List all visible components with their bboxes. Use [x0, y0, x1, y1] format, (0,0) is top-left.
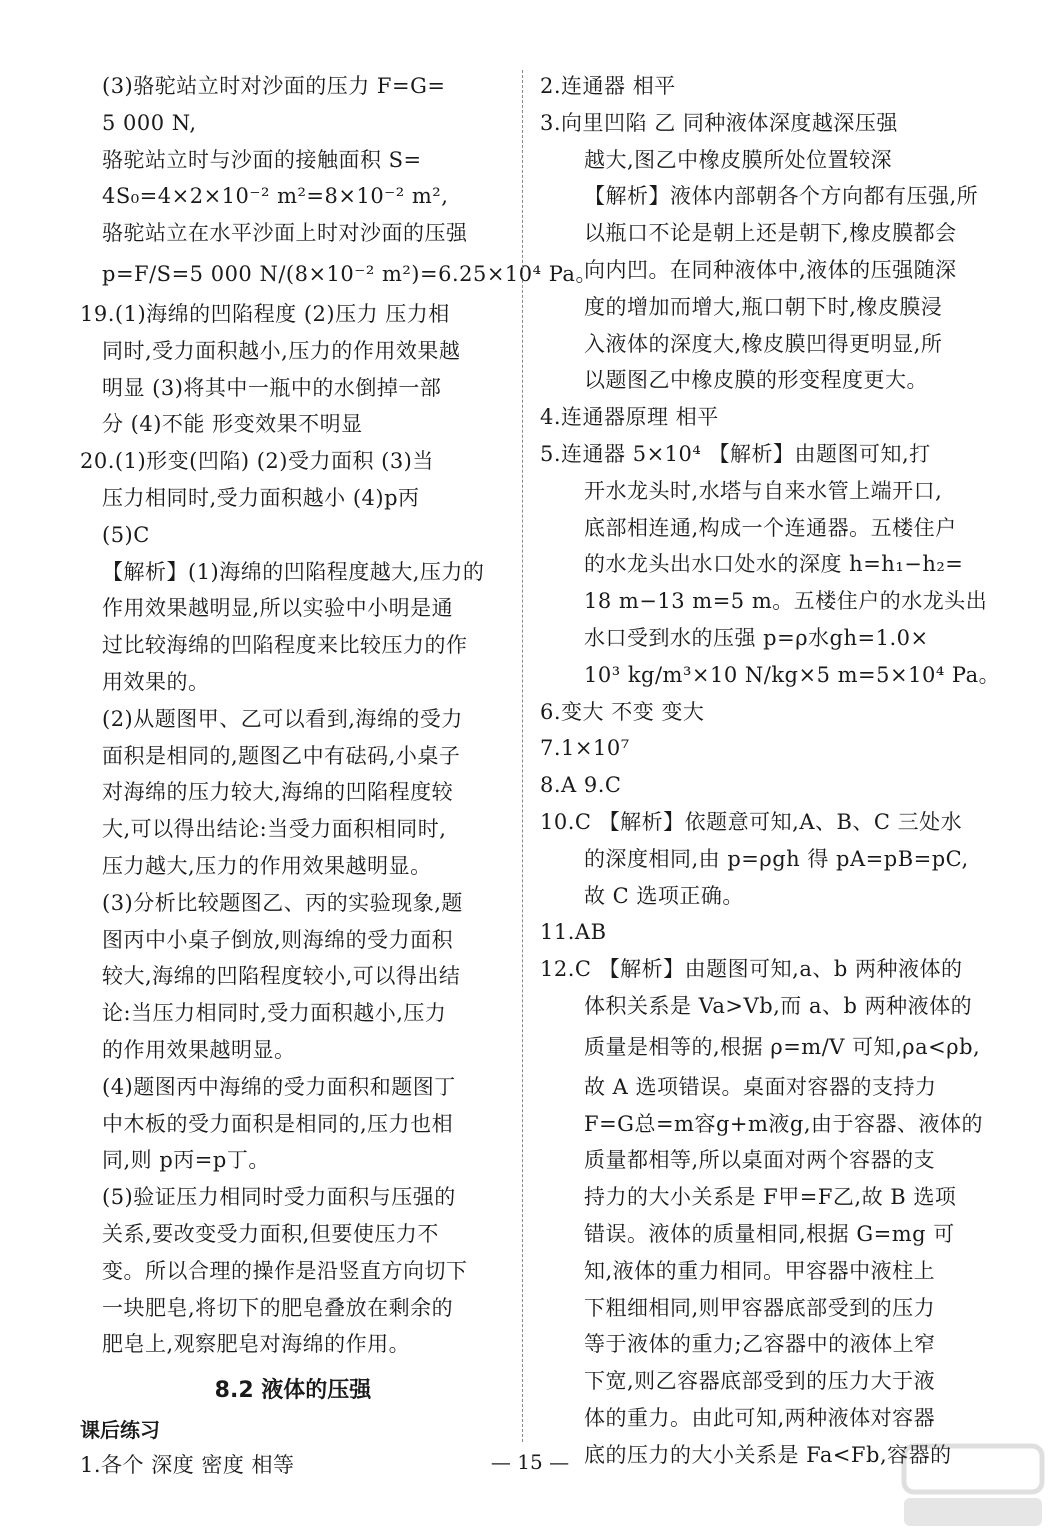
column-divider [522, 70, 523, 1442]
text-line: 6.变大 不变 变大 [540, 699, 705, 724]
text-line: 论:当压力相同时,受力面积越小,压力 [102, 1001, 447, 1026]
text-line: 一块肥皂,将切下的肥皂叠放在剩余的 [102, 1295, 454, 1320]
right-column [540, 68, 1001, 1473]
text-line: (5)验证压力相同时受力面积与压强的 [102, 1185, 456, 1210]
text-line: 大,可以得出结论:当受力面积相同时, [102, 817, 447, 842]
text-line: p=F/S=5 000 N/(8×10⁻² m²)=6.25×10⁴ Pa。 [102, 261, 597, 286]
text-line: 中木板的受力面积是相同的,压力也相 [102, 1111, 454, 1136]
text-line: 10.C 【解析】依题意可知,A、B、C 三处水 [540, 809, 963, 834]
text-line: 2.连通器 相平 [540, 74, 676, 98]
text-line: 以题图乙中橡皮膜的形变程度更大。 [584, 368, 928, 393]
text-line: 面积是相同的,题图乙中有砝码,小桌子 [102, 743, 461, 768]
text-line: 用效果的。 [102, 669, 210, 694]
text-line: 向内凹。在同种液体中,液体的压强随深 [584, 257, 957, 282]
text-line: 分 (4)不能 形变效果不明显 [102, 412, 363, 437]
text-line: 开水龙头时,水塔与自来水管上端开口, [584, 478, 943, 503]
text-line: (3)分析比较题图乙、丙的实验现象,题 [102, 890, 463, 915]
text-line: 较大,海绵的凹陷程度较小,可以得出结 [102, 964, 461, 989]
text-line: 压力越大,压力的作用效果越明显。 [102, 853, 432, 878]
text-line: 故 A 选项错误。桌面对容器的支持力 [584, 1074, 937, 1099]
text-line: 肥皂上,观察肥皂对海绵的作用。 [102, 1332, 411, 1357]
text-line: 对海绵的压力较大,海绵的凹陷程度较 [102, 780, 454, 805]
answer-line: 1.各个 深度 密度 相等 [80, 1453, 295, 1478]
text-line: 压力相同时,受力面积越小 (4)p丙 [102, 485, 420, 510]
text-line: 明显 (3)将其中一瓶中的水倒掉一部 [102, 375, 442, 400]
text-line: 变。所以合理的操作是沿竖直方向切下 [102, 1258, 468, 1283]
text-line: 5 000 N, [102, 110, 197, 135]
text-line: 下宽,则乙容器底部受到的压力大于液 [584, 1369, 936, 1394]
text-line: 等于液体的重力;乙容器中的液体上窄 [584, 1332, 936, 1357]
text-line: 图丙中小桌子倒放,则海绵的受力面积 [102, 927, 454, 952]
text-line: 质量是相等的,根据 ρ=m/V 可知,ρa<ρb, [584, 1034, 981, 1059]
text-line: 关系,要改变受力面积,但要使压力不 [102, 1221, 439, 1246]
text-line: 下粗细相同,则甲容器底部受到的压力 [584, 1295, 936, 1320]
text-line: 18 m−13 m=5 m。五楼住户的水龙头出 [584, 589, 988, 614]
text-line: (4)题图丙中海绵的受力面积和题图丁 [102, 1074, 456, 1099]
text-line: 以瓶口不论是朝上还是朝下,橡皮膜都会 [584, 221, 957, 246]
text-line: 入液体的深度大,橡皮膜凹得更明显,所 [584, 331, 943, 356]
text-line: 底部相连通,构成一个连通器。五楼住户 [584, 515, 957, 540]
subsection-title: 课后练习 [80, 1418, 160, 1443]
text-line: 3.向里凹陷 乙 同种液体深度越深压强 [540, 110, 898, 135]
text-line: 7.1×10⁷ [540, 736, 630, 761]
text-line: 持力的大小关系是 F甲=F乙,故 B 选项 [584, 1185, 957, 1210]
text-line: 【解析】液体内部朝各个方向都有压强,所 [584, 184, 979, 209]
text-line: 11.AB [540, 920, 607, 945]
text-line: 4S₀=4×2×10⁻² m²=8×10⁻² m², [102, 184, 449, 209]
text-line: (3)骆驼站立时对沙面的压力 F=G= [102, 74, 446, 98]
text-line: 5.连通器 5×10⁴ 【解析】由题图可知,打 [540, 441, 931, 466]
text-line: 骆驼站立时与沙面的接触面积 S= [102, 147, 422, 172]
watermark-logo [900, 1440, 1050, 1530]
text-line: 【解析】(1)海绵的凹陷程度越大,压力的 [102, 559, 485, 584]
text-line: 错误。液体的质量相同,根据 G=mg 可 [584, 1221, 955, 1246]
text-line: 度的增加而增大,瓶口朝下时,橡皮膜浸 [584, 294, 943, 319]
section-title: 8.2 液体的压强 [214, 1378, 372, 1404]
page-number: — 15 — [490, 1450, 570, 1474]
text-line: 越大,图乙中橡皮膜所处位置较深 [584, 147, 893, 172]
text-line: (2)从题图甲、乙可以看到,海绵的受力 [102, 706, 463, 731]
text-line: 的水龙头出水口处水的深度 h=h₁−h₂= [584, 552, 964, 577]
text-line: 的作用效果越明显。 [102, 1037, 296, 1062]
text-line: 水口受到水的压强 p=ρ水gh=1.0× [584, 625, 929, 650]
text-line: 同时,受力面积越小,压力的作用效果越 [102, 338, 461, 363]
text-line: 4.连通器原理 相平 [540, 405, 719, 430]
text-line: 故 C 选项正确。 [584, 883, 744, 908]
text-line: 知,液体的重力相同。甲容器中液柱上 [584, 1258, 936, 1283]
text-line: 8.A 9.C [540, 773, 622, 798]
text-line: 体积关系是 Va>Vb,而 a、b 两种液体的 [584, 993, 973, 1018]
text-line: 质量都相等,所以桌面对两个容器的支 [584, 1148, 936, 1173]
text-line: 的深度相同,由 p=ρgh 得 pA=pB=pC, [584, 846, 969, 871]
text-line: 体的重力。由此可知,两种液体对容器 [584, 1405, 936, 1430]
text-line: 底的压力的大小关系是 Fa<Fb,容器的 [584, 1442, 952, 1467]
text-line: 10³ kg/m³×10 N/kg×5 m=5×10⁴ Pa。 [584, 662, 1001, 687]
text-line: 19.(1)海绵的凹陷程度 (2)压力 压力相 [80, 301, 450, 326]
text-line: 作用效果越明显,所以实验中小明是通 [102, 596, 454, 621]
text-line: 12.C 【解析】由题图可知,a、b 两种液体的 [540, 957, 963, 982]
text-line: 20.(1)形变(凹陷) (2)受力面积 (3)当 [80, 449, 434, 474]
text-line: 同,则 p丙=p丁。 [102, 1148, 270, 1173]
text-line: F=G总=m容g+m液g,由于容器、液体的 [584, 1111, 984, 1136]
text-line: 骆驼站立在水平沙面上时对沙面的压强 [102, 221, 468, 246]
text-line: 过比较海绵的凹陷程度来比较压力的作 [102, 633, 468, 658]
text-line: (5)C [102, 522, 150, 547]
